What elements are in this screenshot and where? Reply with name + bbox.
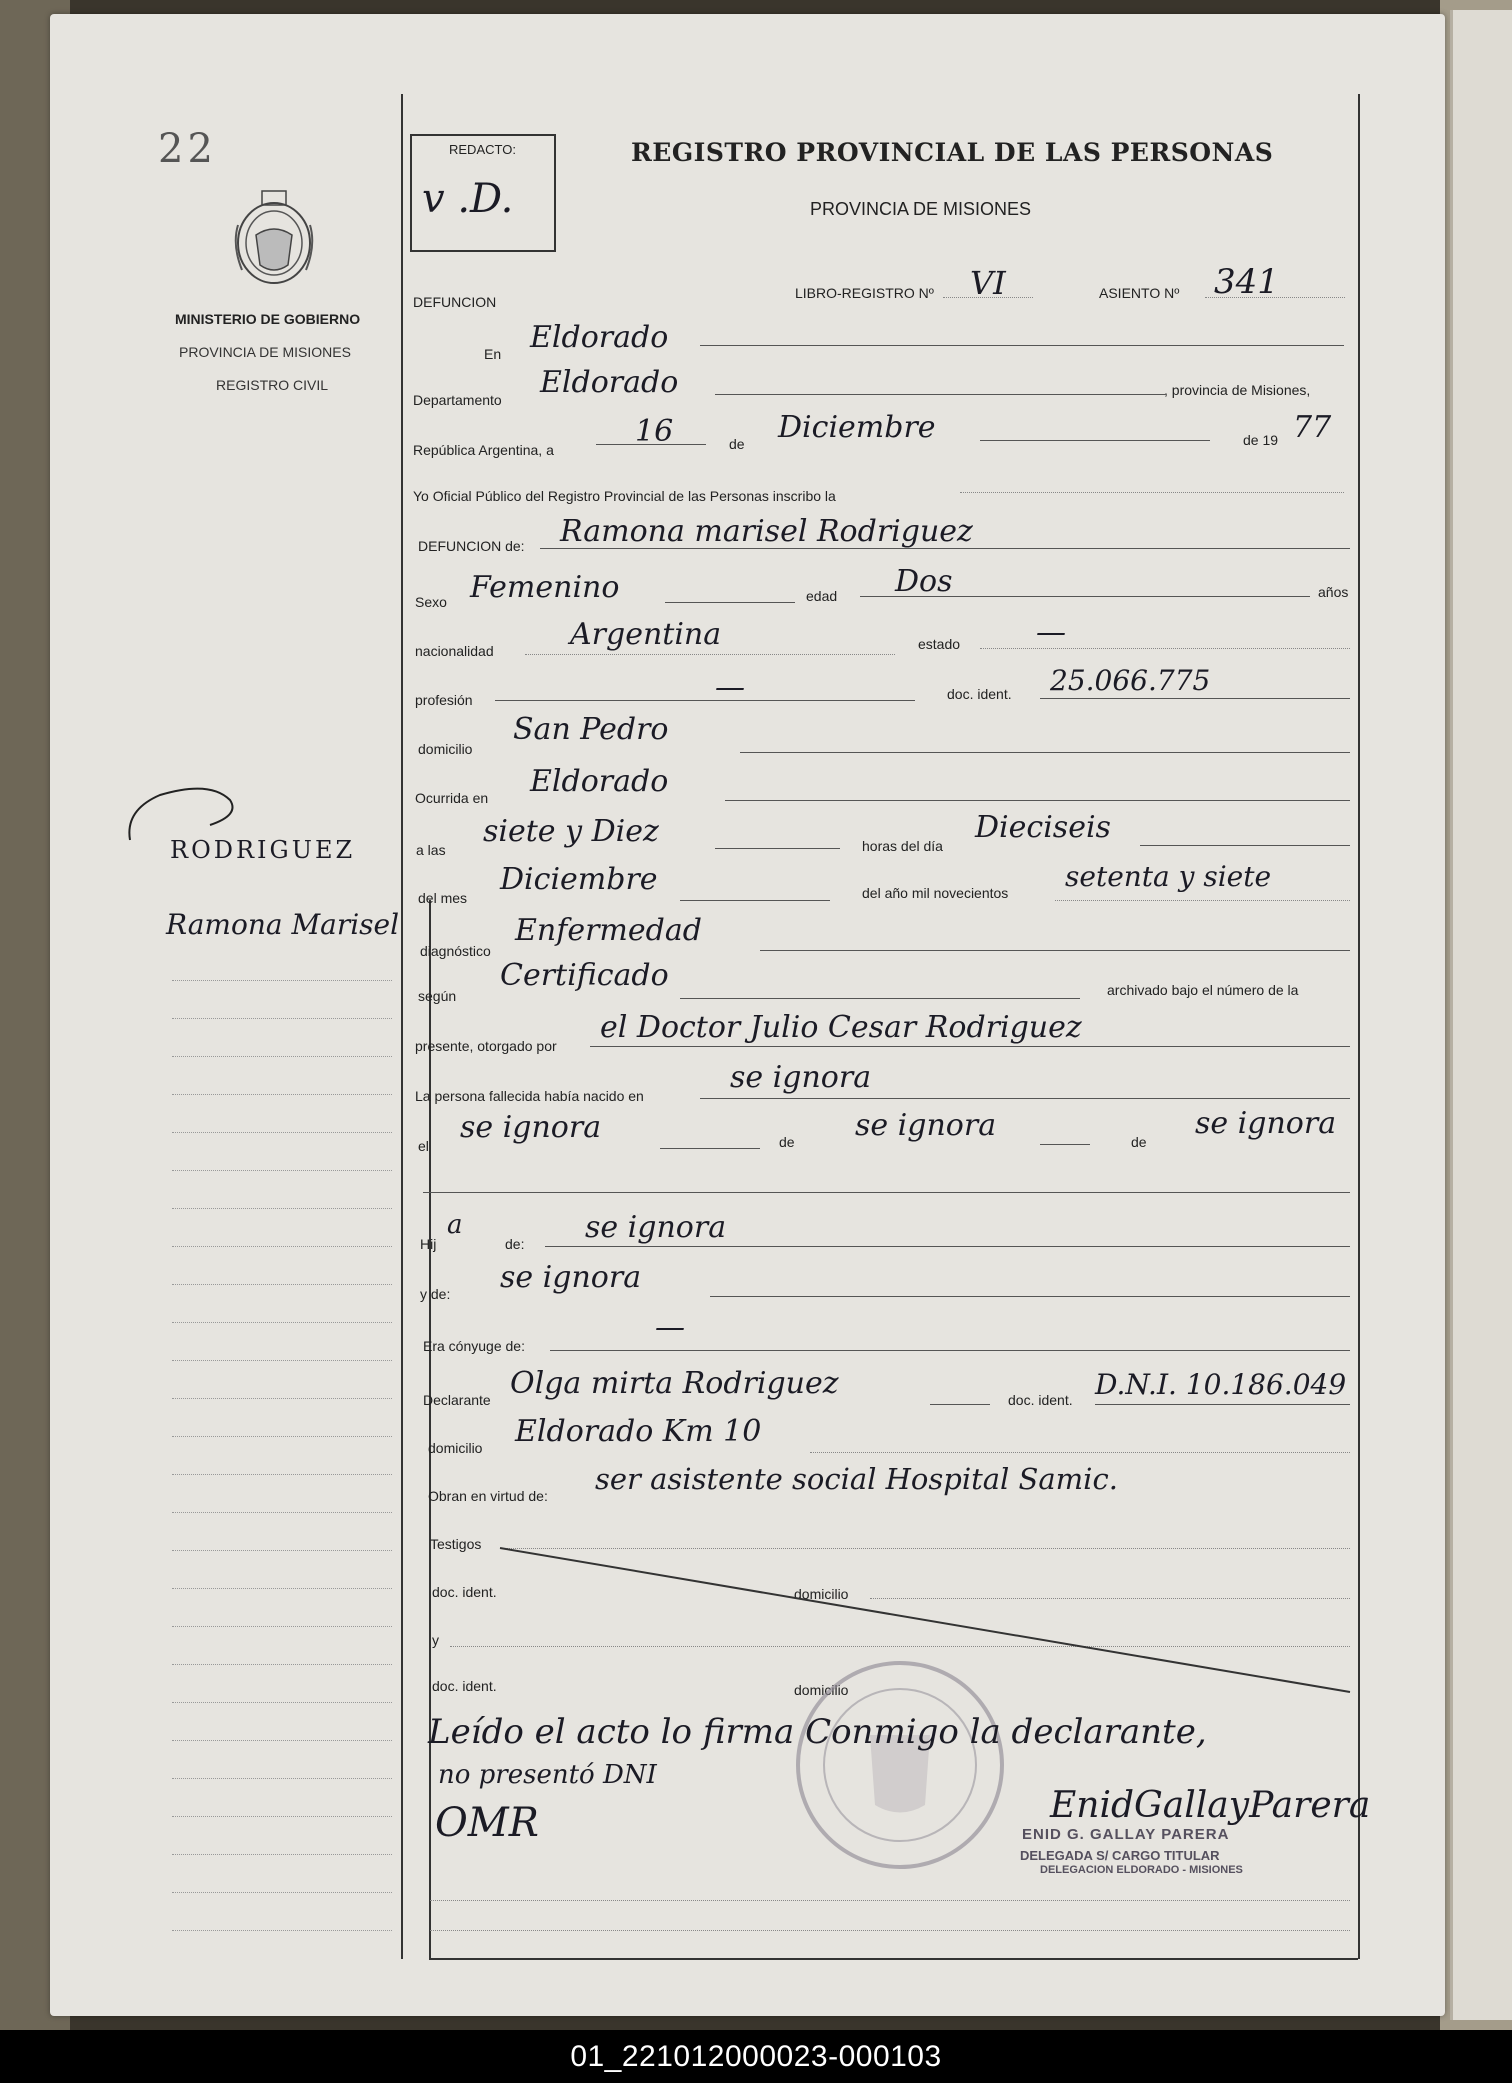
margin-line [172, 1360, 392, 1361]
oficial-line [960, 492, 1344, 493]
decl-dom-value: Eldorado Km 10 [515, 1414, 762, 1449]
testigos-label: Testigos [430, 1536, 482, 1552]
nacido-value: se ignora [730, 1060, 872, 1095]
de3-value: se ignora [1195, 1106, 1337, 1141]
anos-label: años [1318, 584, 1349, 600]
decl-doc-line [1095, 1404, 1350, 1405]
dia-line [596, 444, 706, 445]
yde-value: se ignora [500, 1260, 642, 1295]
stamp-line3: DELEGACION ELDORADO - MISIONES [1040, 1864, 1243, 1876]
profesion-label: profesión [415, 692, 473, 708]
segun-line [680, 998, 1080, 999]
registry-subtitle: PROVINCIA DE MISIONES [810, 199, 1032, 219]
ocurrida-value: Eldorado [530, 764, 669, 799]
horas-value: Dieciseis [975, 810, 1111, 845]
provincia-suffix: , provincia de Misiones, [1164, 382, 1311, 398]
hij-value: se ignora [585, 1210, 727, 1245]
margin-line [172, 1778, 392, 1779]
ocurrida-line [725, 800, 1350, 801]
decl-doc-label: doc. ident. [1008, 1392, 1073, 1408]
domicilio-line [740, 752, 1350, 753]
departamento-value: Eldorado [540, 365, 679, 400]
declarante-value: Olga mirta Rodriguez [510, 1366, 839, 1401]
presente-label: presente, otorgado por [415, 1038, 557, 1054]
footer-id-bar [0, 2030, 1512, 2083]
de2-line [1040, 1144, 1090, 1145]
hij-de-label: de: [505, 1236, 525, 1252]
ocurrida-label: Ocurrida en [415, 790, 489, 806]
margin-line [172, 1664, 392, 1665]
domicilio-value: San Pedro [513, 712, 669, 747]
obran-value: ser asistente social Hospital Samic. [595, 1462, 1118, 1496]
official-seal-icon [790, 1655, 1010, 1875]
horas-line [1140, 845, 1350, 846]
en-value: Eldorado [530, 320, 669, 355]
margin-line [172, 1284, 392, 1285]
margin-flourish [120, 780, 260, 850]
presente-value: el Doctor Julio Cesar Rodriguez [600, 1010, 1082, 1045]
margin-line [172, 1550, 392, 1551]
doc-ident-line [1040, 698, 1350, 699]
de2-label: de [779, 1134, 795, 1150]
margin-line [172, 1474, 392, 1475]
mes-value: Diciembre [778, 410, 936, 445]
margin-line [172, 1854, 392, 1855]
de-label: de [729, 436, 745, 452]
hij-label: Hij [420, 1236, 437, 1252]
defuncion-value: Ramona marisel Rodriguez [560, 514, 973, 549]
margin-line [172, 1588, 392, 1589]
next-page-edge [1450, 10, 1512, 2020]
presente-line [590, 1046, 1350, 1047]
edad-value: Dos [895, 564, 953, 599]
margin-line [172, 980, 392, 981]
delmes-label: del mes [418, 890, 468, 906]
margin-line [172, 1436, 392, 1437]
hij-line [545, 1246, 1350, 1247]
blank-line [423, 1192, 1350, 1193]
asiento-line [1205, 297, 1345, 298]
closing-dotted-line [430, 1930, 1350, 1931]
t-dom-label: domicilio [794, 1586, 849, 1602]
closing-dotted-line [430, 1900, 1350, 1901]
coat-of-arms-icon [228, 185, 320, 290]
dia-value: 16 [635, 414, 674, 449]
sexo-label: Sexo [415, 594, 447, 610]
form-frame-bottom [429, 1958, 1358, 1960]
asiento-label: ASIENTO Nº [1099, 285, 1180, 301]
yde-label: y de: [420, 1286, 451, 1302]
margin-line [172, 1702, 392, 1703]
margin-line [172, 1740, 392, 1741]
margin-line [172, 1398, 392, 1399]
closing-line2: no presentó DNI [438, 1760, 657, 1790]
registry-title: REGISTRO PROVINCIAL DE LAS PERSONAS [631, 138, 1274, 167]
margin-surname: RODRIGUEZ [170, 836, 356, 864]
el-label: el [418, 1138, 429, 1154]
delmes-line [680, 900, 830, 901]
anio-line [1055, 900, 1350, 901]
alas-line [715, 848, 840, 849]
margin-line [172, 1512, 392, 1513]
defuncion-line [540, 548, 1350, 549]
conyuge-value: — [655, 1310, 685, 1345]
profesion-value: — [715, 670, 745, 705]
libro-line [943, 297, 1033, 298]
anio-value: setenta y siete [1065, 860, 1272, 893]
alas-label: a las [416, 842, 446, 858]
edad-line [860, 596, 1310, 597]
libro-value: VI [970, 264, 1006, 302]
estado-value: — [1036, 615, 1066, 650]
edad-label: edad [806, 588, 838, 604]
margin-line [172, 1208, 392, 1209]
form-inner-frame-left [429, 900, 431, 1960]
el-value: se ignora [460, 1110, 602, 1145]
de-year-label: de 19 [1243, 432, 1279, 448]
margin-line [172, 1626, 392, 1627]
doc-type-label: DEFUNCION [413, 294, 497, 310]
diagnostico-value: Enfermedad [515, 913, 702, 948]
libro-label: LIBRO-REGISTRO Nº [795, 285, 934, 301]
el-line [660, 1148, 760, 1149]
estado-line [980, 648, 1350, 649]
domicilio-label: domicilio [418, 741, 473, 757]
redacto-label: REDACTO: [449, 142, 516, 157]
margin-line [172, 1018, 392, 1019]
delmes-value: Diciembre [500, 862, 658, 897]
margin-line [172, 1322, 392, 1323]
decl-dom-label: domicilio [428, 1440, 483, 1456]
ministry-registry: REGISTRO CIVIL [216, 377, 329, 393]
departamento-line [715, 394, 1165, 395]
nacionalidad-label: nacionalidad [415, 643, 494, 659]
segun-label: según [418, 988, 457, 1004]
official-signature: EnidGallayParera [1050, 1785, 1371, 1826]
t-doc-label: doc. ident. [432, 1584, 497, 1600]
declarante-line [930, 1404, 990, 1405]
stamp-line1: ENID G. GALLAY PARERA [1022, 1826, 1230, 1843]
ministry-province: PROVINCIA DE MISIONES [179, 344, 351, 360]
yde-line [710, 1296, 1350, 1297]
t2-dom-label: domicilio [794, 1682, 849, 1698]
nacido-line [700, 1098, 1350, 1099]
nacionalidad-value: Argentina [570, 617, 722, 652]
ministry-title: MINISTERIO DE GOBIERNO [175, 311, 361, 327]
page-number: 22 [158, 126, 217, 172]
conyuge-line [550, 1350, 1350, 1351]
decl-dom-line [810, 1452, 1350, 1453]
margin-line [172, 1170, 392, 1171]
archivado-label: archivado bajo el número de la [1107, 982, 1299, 998]
margin-line [172, 1056, 392, 1057]
nacionalidad-line [525, 654, 895, 655]
asiento-value: 341 [1214, 262, 1279, 302]
en-line [700, 345, 1344, 346]
nacido-label: La persona fallecida había nacido en [415, 1088, 644, 1104]
footer-id: 01_221012000023-000103 [570, 2040, 942, 2073]
margin-name: Ramona Marisel [166, 908, 400, 941]
defuncion-label: DEFUNCION de: [418, 538, 525, 554]
margin-line [172, 1930, 392, 1931]
hij-suffix: a [447, 1210, 463, 1240]
diagnostico-line [760, 950, 1350, 951]
alas-value: siete y Diez [483, 814, 659, 849]
redacto-box [410, 134, 556, 252]
margin-line [172, 1816, 392, 1817]
year-value: 77 [1293, 410, 1332, 445]
conyuge-label: Era cónyuge de: [423, 1338, 525, 1354]
en-label: En [484, 346, 502, 362]
de2-value: se ignora [855, 1108, 997, 1143]
de3-label: de [1131, 1134, 1147, 1150]
margin-line [172, 1246, 392, 1247]
doc-ident-value: 25.066.775 [1050, 664, 1211, 697]
redacto-value: v .D. [422, 176, 514, 222]
margin-line [172, 1892, 392, 1893]
sexo-line [665, 602, 795, 603]
declarante-label: Declarante [423, 1392, 491, 1408]
anio-label: del año mil novecientos [862, 885, 1009, 901]
segun-value: Certificado [500, 958, 669, 993]
horas-label: horas del día [862, 838, 943, 854]
stamp-line2: DELEGADA S/ CARGO TITULAR [1020, 1848, 1220, 1863]
y-label: y [432, 1632, 439, 1648]
initials-signature: OMR [435, 1800, 539, 1846]
obran-label: Obran en virtud de: [428, 1488, 548, 1504]
t2-doc-label: doc. ident. [432, 1678, 497, 1694]
closing-line1: Leído el acto lo firma Conmigo la declarante, [428, 1712, 1207, 1752]
mes-line [980, 440, 1210, 441]
profesion-line [495, 700, 915, 701]
doc-ident-label: doc. ident. [947, 686, 1012, 702]
departamento-label: Departamento [413, 392, 502, 408]
diagnostico-label: diagnóstico [420, 943, 491, 959]
margin-line [172, 1132, 392, 1133]
sexo-value: Femenino [470, 570, 620, 605]
oficial-text: Yo Oficial Público del Registro Provincial de las Personas inscribo la [413, 488, 836, 504]
republica-label: República Argentina, a [413, 442, 554, 458]
margin-line [172, 1094, 392, 1095]
decl-doc-value: D.N.I. 10.186.049 [1095, 1368, 1347, 1401]
estado-label: estado [918, 636, 961, 652]
